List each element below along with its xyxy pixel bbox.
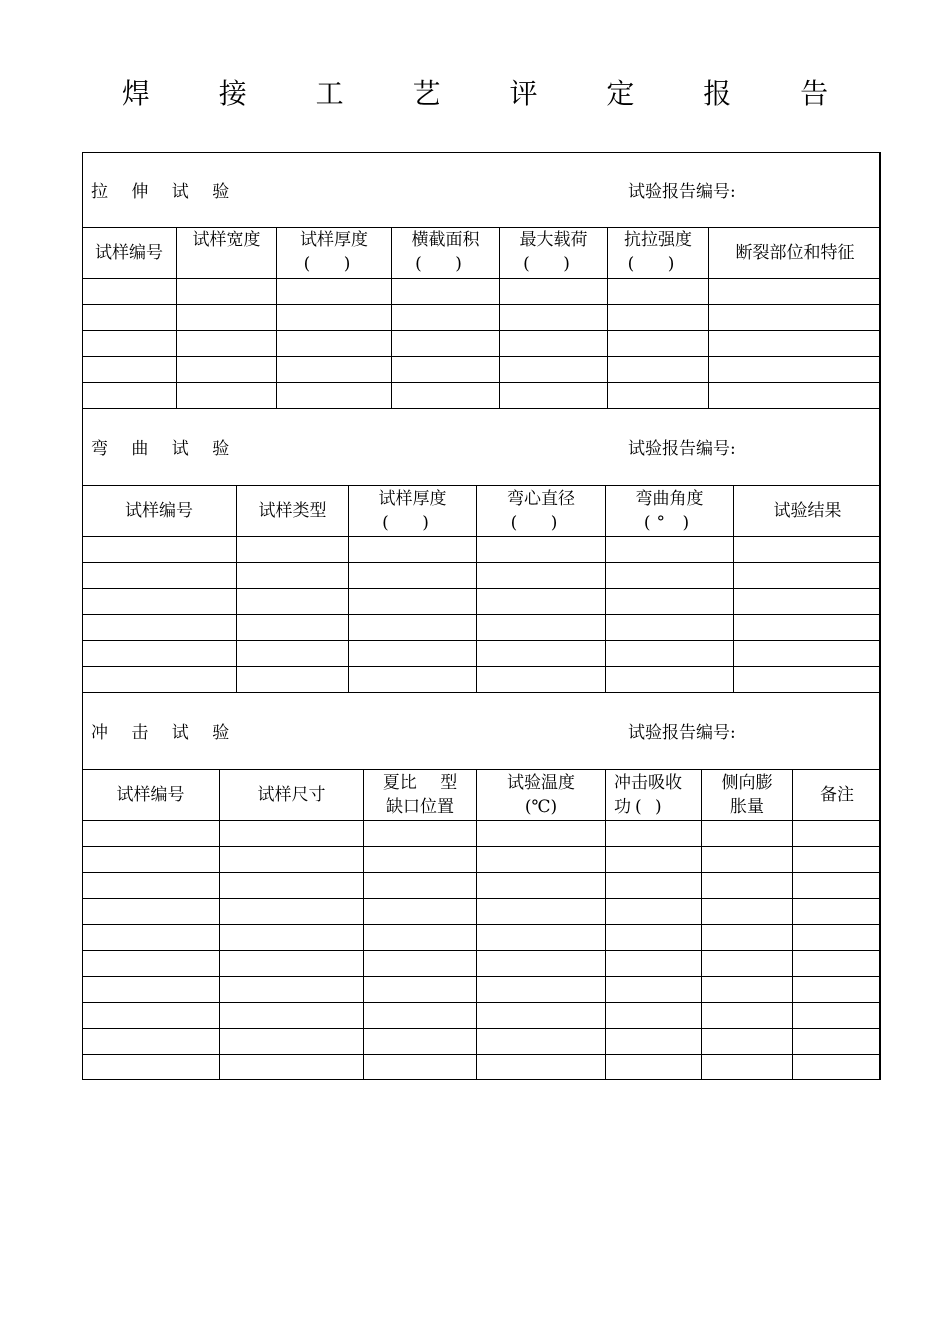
impact-header-specimen-no: 试样编号 [116, 785, 185, 805]
bend-row-line [82, 640, 881, 641]
bend-row-line [82, 666, 881, 667]
bend-header-mandrel-diameter: 弯心直径 ( ) [507, 489, 575, 533]
impact-header-remarks: 备注 [820, 785, 854, 805]
impact-row-line [82, 976, 881, 977]
bend-row-line [82, 562, 881, 563]
impact-row-line [82, 898, 881, 899]
tensile-header-fracture: 断裂部位和特征 [735, 243, 855, 263]
impact-section-title: 冲 击 试 验 [91, 723, 239, 743]
tensile-report-no-label: 试验报告编号: [628, 182, 736, 202]
impact-row-line [82, 846, 881, 847]
bend-header-result: 试验结果 [773, 501, 842, 521]
impact-row-line [82, 950, 881, 951]
tensile-row-line [82, 330, 881, 331]
report-form [82, 152, 881, 1080]
impact-report-no-label: 试验报告编号: [628, 723, 736, 743]
report-title: 焊 接 工 艺 评 定 报 告 [121, 77, 859, 110]
tensile-header-thickness: 试样厚度 ( ) [300, 230, 368, 274]
impact-row-line [82, 872, 881, 873]
impact-header-absorbed-energy: 冲击吸收 功( ) [614, 773, 682, 817]
bend-report-no-label: 试验报告编号: [628, 439, 736, 459]
tensile-row-line [82, 278, 881, 279]
tensile-header-cross-area: 横截面积 ( ) [411, 230, 480, 274]
bend-header-angle: 弯曲角度 (° ) [635, 489, 704, 533]
impact-row-line [82, 820, 881, 821]
bend-header-type: 试样类型 [258, 501, 327, 521]
bend-header-specimen-no: 试样编号 [125, 501, 193, 521]
bend-section-title: 弯 曲 试 验 [91, 439, 239, 459]
tensile-row-line [82, 304, 881, 305]
tensile-row-line [82, 356, 881, 357]
impact-header-size: 试样尺寸 [257, 785, 326, 805]
impact-header-notch-location: 夏比 型 缺口位置 [382, 773, 458, 817]
impact-header-test-temperature: 试验温度 (℃) [507, 773, 575, 817]
impact-row-line [82, 1054, 881, 1055]
tensile-bottom-line [82, 408, 881, 409]
tensile-header-width: 试样宽度 [192, 230, 261, 250]
bend-row-line [82, 588, 881, 589]
tensile-col-line [176, 227, 177, 408]
tensile-header-tensile-strength: 抗拉强度 ( ) [624, 230, 692, 274]
impact-header-lateral-expansion: 侧向膨 胀量 [721, 773, 773, 817]
bend-row-line [82, 614, 881, 615]
tensile-section-title: 拉 伸 试 验 [91, 182, 239, 202]
bend-row-line [82, 536, 881, 537]
impact-row-line [82, 1028, 881, 1029]
tensile-header-max-load: 最大载荷 ( ) [519, 230, 588, 274]
impact-row-line [82, 1002, 881, 1003]
bend-bottom-line [82, 692, 881, 693]
impact-row-line [82, 924, 881, 925]
bend-header-thickness: 试样厚度 ( ) [378, 489, 447, 533]
tensile-row-line [82, 382, 881, 383]
tensile-header-specimen-no: 试样编号 [95, 243, 163, 263]
